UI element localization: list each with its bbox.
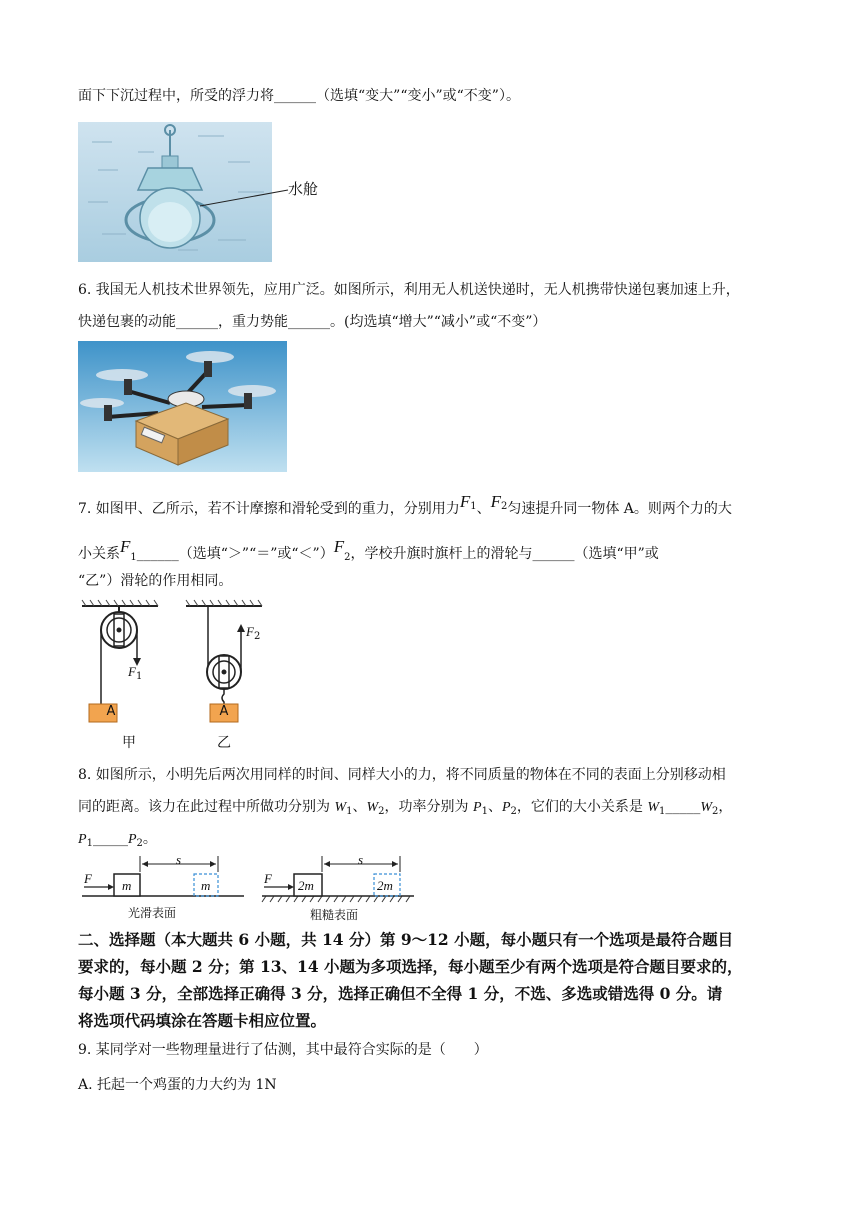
w2-symbol: W xyxy=(366,800,379,815)
mass-2m-label: 2m xyxy=(298,878,314,893)
q6-line-1: 6. 我国无人机技术世界领先，应用广泛。如图所示，利用无人机送快递时，无人机携带快递包裹加速上升， xyxy=(78,282,740,298)
q8-blank-1: _____ xyxy=(665,799,701,815)
section2-line-3: 每小题 3 分，全部选择正确得 3 分，选择正确但不全得 1 分，不选、多选或错选得 0 分。请 xyxy=(78,984,723,1003)
f2-symbol-2: F xyxy=(333,537,345,556)
p1-subscript-2: 1 xyxy=(86,838,93,849)
q7-line-2 xyxy=(78,537,659,568)
q8-comma-1: 、 xyxy=(352,799,367,815)
w1-symbol-2: W xyxy=(647,800,659,815)
f2-symbol: F xyxy=(490,492,501,511)
q8-text-c: ，它们的大小关系是 xyxy=(516,799,648,815)
section2-line-1: 二、选择题（本大题共 6 小题，共 14 分）第 9～12 小题，每小题只有一个选项是最符合题目 xyxy=(78,930,734,949)
q5-line: 面下下沉过程中，所受的浮力将______（选填“变大”“变小”或“不变”）。 xyxy=(78,88,520,104)
q6-line-2: 快递包裹的动能______，重力势能______。(均选填“增大”“减小”或“不变”） xyxy=(78,314,547,330)
q8-text-e: 。 xyxy=(142,831,157,847)
section2-line-2: 要求的，每小题 2 分；第 13、14 小题为多项选择，每小题至少有两个选项是符合题目要求的， xyxy=(78,957,743,976)
q9-option-a: A. 托起一个鸡蛋的力大约为 1N xyxy=(78,1077,277,1093)
distance-s-right: s xyxy=(358,852,364,867)
q7-separator: 、 xyxy=(476,501,491,517)
q7-text-a: 7. 如图甲、乙所示，若不计摩擦和滑轮受到的重力，分别用力 xyxy=(78,501,460,517)
f1-symbol: F xyxy=(459,492,471,511)
p2-subscript: 2 xyxy=(510,806,517,817)
q9-stem: 9. 某同学对一些物理量进行了估测，其中最符合实际的是（ ） xyxy=(78,1042,488,1058)
q7-text-c: 小关系 xyxy=(78,546,120,562)
q8-line-2 xyxy=(78,797,732,822)
p1-subscript: 1 xyxy=(481,806,488,817)
mass-m-dashed-label: m xyxy=(201,878,211,893)
w1-symbol: W xyxy=(334,800,347,815)
q7-text-d: ______（选填“＞”“＝”或“＜”） xyxy=(136,546,334,562)
f2-subscript: 2 xyxy=(500,501,508,512)
p1-symbol-2: P xyxy=(78,832,87,847)
mass-m-label: m xyxy=(122,878,132,893)
drone-figure xyxy=(78,341,287,472)
q8-line-1: 8. 如图所示，小明先后两次用同样的时间、同样大小的力，将不同质量的物体在不同的表面上分别移动相 xyxy=(78,767,726,783)
f1-subscript-2: 1 xyxy=(130,552,137,563)
q7-line-1 xyxy=(78,492,732,519)
rough-surface-label: 粗糙表面 xyxy=(310,908,359,922)
f1-subscript: 1 xyxy=(470,501,477,512)
q8-text-d: ， xyxy=(718,799,733,815)
p1-symbol: P xyxy=(473,800,482,815)
q8-text-b: ，功率分别为 xyxy=(384,799,473,815)
mass-2m-dashed-label: 2m xyxy=(377,878,393,893)
label-yi: 乙 xyxy=(217,735,231,751)
q7-text-b: 匀速提升同一物体 A。则两个力的大 xyxy=(507,501,732,517)
w1-subscript-2: 1 xyxy=(659,806,666,817)
f2-subscript-2: 2 xyxy=(344,552,351,563)
p2-symbol-2: P xyxy=(127,832,137,847)
label-jia: 甲 xyxy=(122,735,136,751)
f1-symbol-2: F xyxy=(120,537,131,556)
p2-symbol: P xyxy=(501,800,511,815)
pulley-figure xyxy=(78,598,278,756)
smooth-surface-label: 光滑表面 xyxy=(128,906,177,920)
q7-text-e: ，学校升旗时旗杆上的滑轮与______（选填“甲”或 xyxy=(350,546,659,562)
f2-label: $F_2$ xyxy=(246,624,261,642)
w2-subscript-2: 2 xyxy=(712,806,719,817)
w2-symbol-2: W xyxy=(700,800,713,815)
block-a-left: A xyxy=(106,704,116,719)
force-label-left: F xyxy=(84,871,92,886)
q8-text-a: 同的距离。该力在此过程中所做功分别为 xyxy=(78,799,335,815)
block-a-right: A xyxy=(219,704,229,719)
q8-line-3 xyxy=(78,829,157,854)
w2-subscript: 2 xyxy=(378,806,385,817)
w1-subscript: 1 xyxy=(346,806,353,817)
water-tank-figure xyxy=(78,122,328,262)
distance-s-left: s xyxy=(176,852,182,867)
surfaces-figure xyxy=(78,852,418,924)
q8-blank-2: _____ xyxy=(92,831,128,847)
f1-label: $F_1$ xyxy=(128,664,143,682)
p2-subscript-2: 2 xyxy=(136,838,143,849)
water-tank-label: 水舱 xyxy=(288,180,319,198)
q8-comma-2: 、 xyxy=(487,799,502,815)
q7-line-3: “乙”）滑轮的作用相同。 xyxy=(78,573,233,589)
section2-line-4: 将选项代码填涂在答题卡相应位置。 xyxy=(78,1011,327,1030)
force-label-right: F xyxy=(264,871,272,886)
